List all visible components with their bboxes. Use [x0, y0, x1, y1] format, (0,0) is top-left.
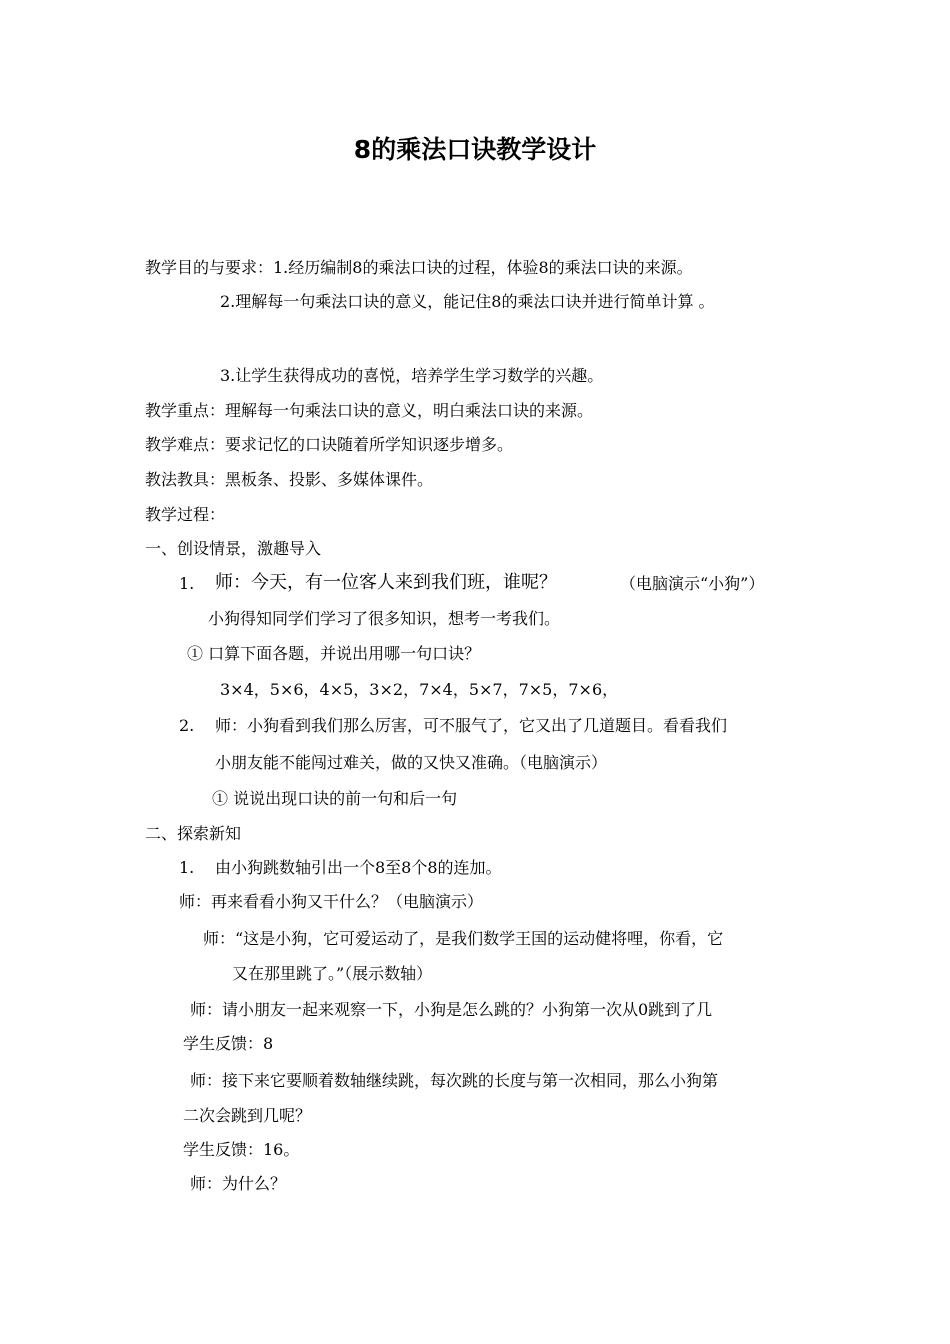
text-line-quote-cont: 又在那里跳了。”（展示数轴） — [232, 964, 433, 983]
text-line-goal-3: 3.让学生获得成功的喜悦，培养学生学习数学的兴趣。 — [220, 366, 604, 385]
text-line-teacher-why: 师：为什么？ — [190, 1174, 287, 1193]
text-line-puppy-test: 小狗得知同学们学习了很多知识，想考一考我们。 — [208, 609, 561, 628]
document-title: 8的乘法口诀教学设计 — [353, 135, 597, 164]
section-heading-1: 一、创设情景，激趣导入 — [145, 539, 322, 558]
text-line-key-point: 教学重点：理解每一句乘法口诀的意义，明白乘法口诀的来源。 — [145, 401, 594, 420]
text-line-student-answer-8: 学生反馈：8 — [183, 1034, 274, 1053]
text-line-student-answer-16: 学生反馈：16。 — [183, 1140, 300, 1159]
text-line-sentences: ① 说说出现口诀的前一句和后一句 — [212, 789, 458, 808]
text-line-tools: 教法教具：黑板条、投影、多媒体课件。 — [145, 470, 434, 489]
list-number-3: 1. — [179, 858, 195, 877]
section-heading-2: 二、探索新知 — [145, 824, 242, 843]
text-line-goal-2: 2.理解每一句乘法口诀的意义，能记住8的乘法口诀并进行简单计算 。 — [220, 292, 715, 311]
text-line-number-line: 由小狗跳数轴引出一个8至8个8的连加。 — [215, 858, 502, 877]
text-line-mental-math: ① 口算下面各题，并说出用哪一句口诀？ — [187, 644, 481, 663]
list-number-1: 1. — [179, 574, 195, 593]
text-line-teacher-look: 师：再来看看小狗又干什么？（电脑演示） — [179, 892, 484, 911]
list-number-2: 2. — [179, 716, 195, 735]
text-line-teacher-observe: 师：请小朋友一起来观察一下，小狗是怎么跳的？小狗第一次从0跳到了几 — [190, 1000, 713, 1019]
text-line-problems: 3×4，5×6，4×5，3×2，7×4，5×7，7×5，7×6， — [220, 680, 619, 699]
text-line-goals: 教学目的与要求：1.经历编制8的乘法口诀的过程，体验8的乘法口诀的来源。 — [145, 258, 693, 277]
text-line-process: 教学过程： — [145, 505, 226, 524]
text-line-teacher-quote: 师：“这是小狗，它可爱运动了，是我们数学王国的运动健将哩，你看，它 — [203, 929, 724, 948]
text-line-challenge-cont: 小朋友能不能闯过难关，做的又快又准确。（电脑演示） — [215, 753, 608, 772]
text-line-difficulty: 教学难点：要求记忆的口诀随着所学知识逐步增多。 — [145, 435, 514, 454]
text-line-next-cont: 二次会跳到几呢？ — [183, 1106, 312, 1125]
text-line-teacher-next: 师：接下来它要顺着数轴继续跳，每次跳的长度与第一次相同，那么小狗第 — [190, 1071, 719, 1090]
text-line-demo-note: （电脑演示“小狗”） — [620, 574, 765, 593]
text-line-teacher-challenge: 师：小狗看到我们那么厉害，可不服气了，它又出了几道题目。看看我们 — [215, 716, 728, 735]
text-line-teacher-intro: 师：今天，有一位客人来到我们班，谁呢？ — [215, 572, 557, 593]
